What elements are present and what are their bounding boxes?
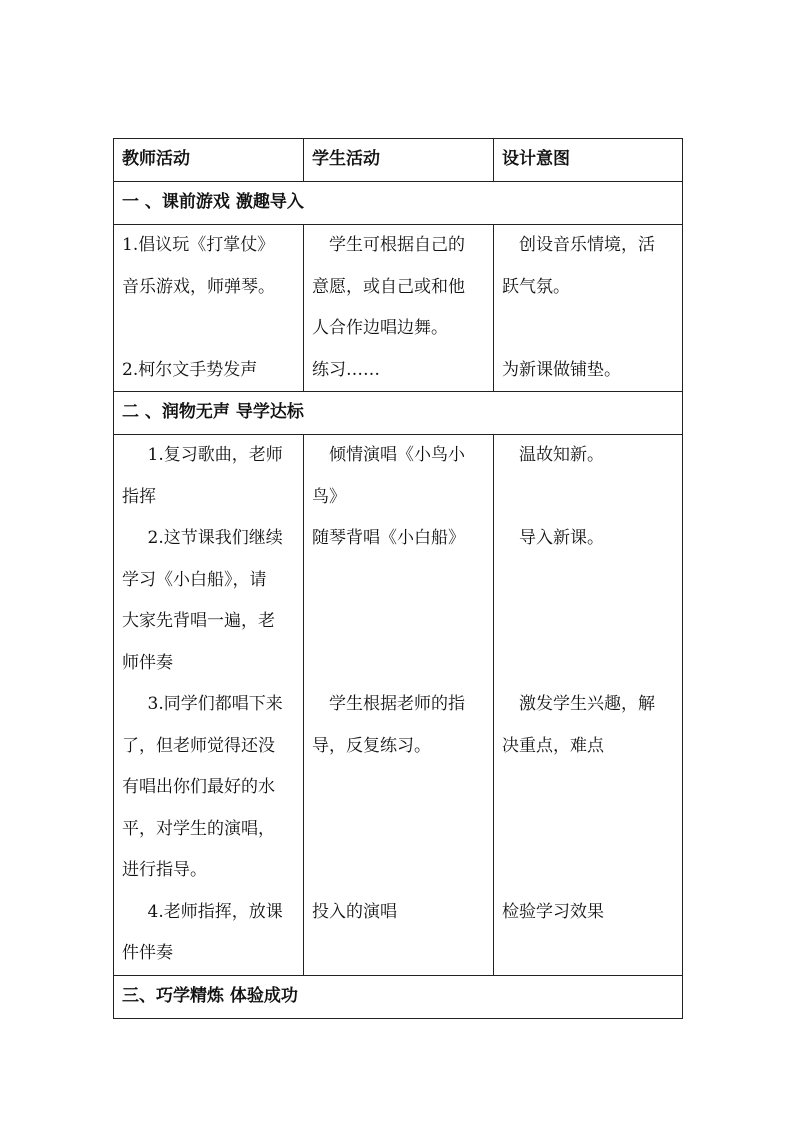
text-line: 3.同学们都唱下来 xyxy=(147,694,283,714)
student-cell-2 xyxy=(304,435,494,976)
text-line: 投入的演唱 xyxy=(312,901,397,922)
text-line: 激发学生兴趣，解 xyxy=(519,694,655,714)
text-line: 为新课做铺垫。 xyxy=(502,359,621,380)
text-line: 导入新课。 xyxy=(519,528,604,548)
text-line: 跃气氛。 xyxy=(502,276,570,297)
header-student-activity: 学生活动 xyxy=(304,139,494,182)
text-line: 检验学习效果 xyxy=(502,901,604,922)
text-line: 练习…… xyxy=(312,359,380,380)
text-line: 意愿，或自己或和他 xyxy=(312,276,465,297)
section-row-3 xyxy=(114,975,683,1018)
text-line: 1.复习歌曲，老师 xyxy=(147,445,283,465)
section-title-2: 二 、润物无声 导学达标 xyxy=(114,392,683,435)
text-line: 了，但老师觉得还没 xyxy=(122,735,275,756)
text-line: 进行指导。 xyxy=(122,860,207,880)
text-line: 1.倡议玩《打掌仗》 xyxy=(122,235,275,255)
lesson-plan-table xyxy=(113,138,683,1019)
text-line: 音乐游戏，师弹琴。 xyxy=(122,276,275,297)
student-cell-1 xyxy=(304,225,494,392)
text-line: 随琴背唱《小白船》 xyxy=(312,528,465,548)
text-line: 4.老师指挥，放课 xyxy=(147,901,283,922)
text-line: 师伴奏 xyxy=(122,652,173,673)
text-line: 学生可根据自己的 xyxy=(329,235,465,255)
section-title-1: 一 、课前游戏 激趣导入 xyxy=(114,182,683,225)
design-cell-1 xyxy=(494,225,683,392)
text-line: 学生根据老师的指 xyxy=(329,694,465,714)
header-design-intent: 设计意图 xyxy=(494,139,683,182)
header-teacher-activity: 教师活动 xyxy=(114,139,304,182)
text-line: 2.这节课我们继续 xyxy=(147,528,283,548)
section-title-3: 三、巧学精炼 体验成功 xyxy=(114,975,683,1018)
text-line: 件伴奏 xyxy=(122,943,173,963)
text-line: 学习《小白船》，请 xyxy=(122,569,267,590)
design-cell-2 xyxy=(494,435,683,976)
text-line: 人合作边唱边舞。 xyxy=(312,318,448,338)
text-line: 倾情演唱《小鸟小 xyxy=(329,445,465,465)
teacher-cell-1 xyxy=(114,225,304,392)
text-line: 平，对学生的演唱， xyxy=(122,818,275,839)
text-line: 有唱出你们最好的水 xyxy=(122,777,275,797)
text-line: 决重点，难点 xyxy=(502,735,604,756)
text-line: 2.柯尔文手势发声 xyxy=(122,359,258,380)
section-row-1 xyxy=(114,182,683,225)
content-row-1 xyxy=(114,225,683,392)
text-line: 指挥 xyxy=(122,486,156,507)
text-line: 大家先背唱一遍，老 xyxy=(122,611,275,631)
content-row-2 xyxy=(114,435,683,976)
section-row-2 xyxy=(114,392,683,435)
text-line: 创设音乐情境，活 xyxy=(519,235,655,255)
text-line: 温故知新。 xyxy=(519,445,604,465)
text-line: 鸟》 xyxy=(312,486,346,507)
text-line: 导，反复练习。 xyxy=(312,735,431,756)
teacher-cell-2 xyxy=(114,435,304,976)
header-row xyxy=(114,139,683,182)
